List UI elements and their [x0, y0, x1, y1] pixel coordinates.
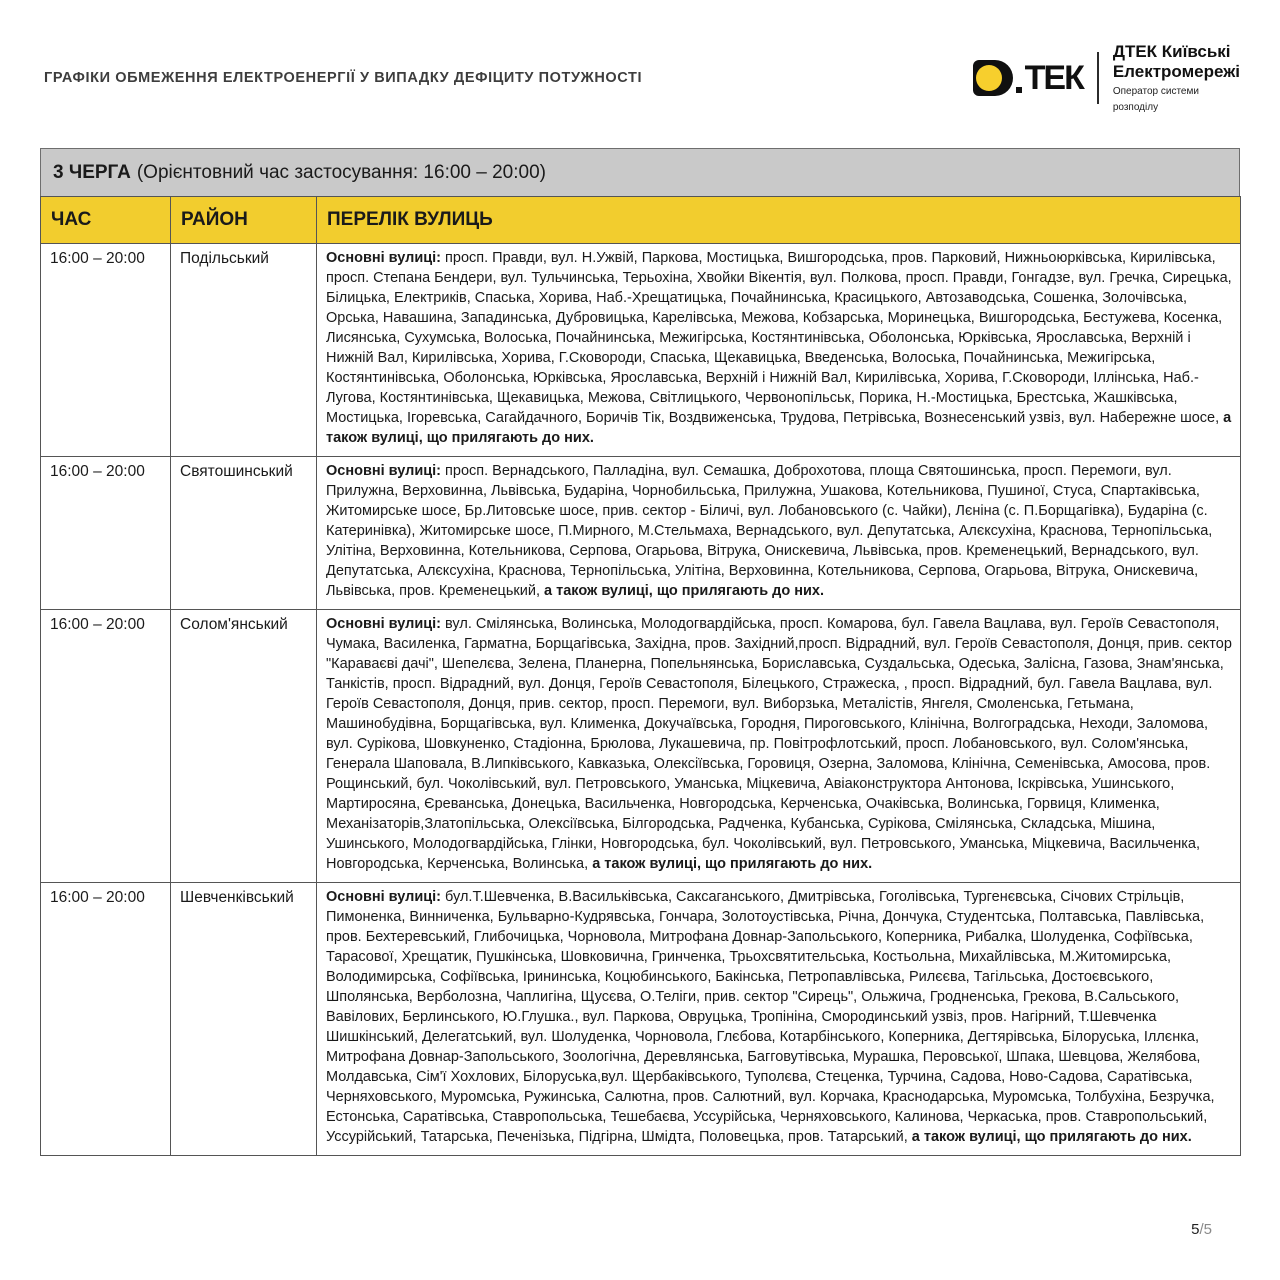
dtek-logo-mark-icon	[973, 56, 1083, 100]
streets-lead: Основні вулиці:	[326, 463, 446, 479]
logo-text	[1113, 42, 1240, 114]
operator-line2: розподілу	[1112, 102, 1159, 113]
streets-cell	[317, 883, 1241, 1156]
time-cell: 16:00 – 20:00	[41, 883, 171, 1156]
streets-cell	[317, 610, 1241, 883]
streets-suffix: а також вулиці, що прилягають до них.	[592, 856, 873, 872]
streets-lead: Основні вулиці:	[326, 250, 446, 266]
page-number	[1191, 1221, 1212, 1238]
page-header	[44, 38, 1240, 118]
dtek-tek-letters: ТЕК	[1024, 58, 1083, 98]
queue-header-bar	[40, 148, 1240, 196]
table-row	[41, 883, 1241, 1156]
time-cell: 16:00 – 20:00	[41, 244, 171, 457]
streets-suffix: а також вулиці, що прилягають до них.	[911, 1129, 1192, 1145]
queue-number-label: 3 ЧЕРГА	[53, 161, 131, 183]
logo-divider	[1097, 52, 1099, 104]
streets-lead: Основні вулиці:	[326, 616, 446, 632]
streets-list: бул.Т.Шевченка, В.Васильківська, Саксаганського, Дмитрівська, Гоголівська, Тургенєвська, Січових Стрільців, Пимоненка, Винниченка, Бульварно-Кудрявська, Гончара, Золотоустівська, Річна, Дончука, Студентська, Полтавська, Павлівська, пров. Бехтеревський, Глибочицька, Чорновола, Митрофана Довнар-Запольського, Коперника, Рибалка, Шолуденка, Софіївська, Тарасової, Хрещатик, Пушкінська, Шовковична, Гринченка, Трьохсвятительська, Костьольна, Михайлівська, М.Житомирська, Володимирська, Софіївська, Ірининська, Коцюбинського, Бакінська, Петропавлівська, Рилєєва, Тагільська, Достоєвського, Шполянська, Верболозна, Чаплигіна, Щусєва, О.Теліги, прив. сектор "Сирець", Ольжича, Гродненська, Грекова, В.Сальського, Вавілових, Берлинського, Ю.Глушка., вул. Паркова, Овруцька, Тропініна, Смородинський узвіз, пров. Нагірний, Т.Шевченка Шишкінський, Делегатський, вул. Шолуденка, Чорновола, Глєбова, Котарбінського, Коперника, Дегтярівська, Білоруська, Іллєнка, Митрофана Довнар-Запольського, Зоологічна, Деревлянська, Багговутівська, Мурашка, Перовської, Шпака, Шевцова, Желябова, Молдавська, Сім'ї Хохлових, Білоруська,вул. Щербаківського, Туполєва, Стеценка, Турчина, Садова, Ново-Садова, Саратівська, Черняховського, Муромська, Ружинська, Салютна, пров. Салютний, вул. Корчака, Краснодарська, Муромська, Толбухіна, Безручка, Естонська, Саратівська, Ставропольська, Тешебаєва, Уссурійська, Черняховського, Калинова, Черкаська, пров. Ставропольський, Уссурійський, Татарська, Печенізька, Підгірна, Шмідта, Половецька, пров. Татарський,	[326, 889, 1215, 1145]
district-cell: Шевченківський	[171, 883, 317, 1156]
column-header-streets: ПЕРЕЛІК ВУЛИЦЬ	[317, 197, 1241, 244]
dtek-dot-icon	[1016, 87, 1022, 93]
district-cell: Святошинський	[171, 457, 317, 610]
streets-list: просп. Вернадського, Палладіна, вул. Семашка, Доброхотова, площа Святошинська, просп. Перемоги, вул. Прилужна, Верховинна, Львівська, Бударіна, Чорнобильська, Прилужна, Ушакова, Котельникова, Пушиної, Стуса, Спартаківська, Житомирське шосе, Бр.Литовське шосе, прив. сектор - Біличі, вул. Лобановського (с. Чайки), Лєніна (с. П.Борщагівка), Бударіна (с. Катеринівка), Житомирське шосе, П.Мирного, М.Стельмаха, Вернадського, вул. Депутатська, Алєксухіна, Краснова, Тернопільська, Улітіна, Верховинна, Котельникова, Серпова, Огарьова, Вітрука, Онискевича, Львівська, пров. Кременецький, Вернадського, вул. Депутатська, Алєксухіна, Краснова, Тернопільська, Улітіна, Верховинна, Котельникова, Серпова, Огарьова, Вітрука, Онискевича, Львівська, пров. Кременецький,	[326, 463, 1213, 599]
company-name-line1: ДТЕК Київські	[1112, 42, 1231, 61]
dtek-logo	[973, 42, 1240, 114]
column-header-district: РАЙОН	[171, 197, 317, 244]
streets-cell	[317, 244, 1241, 457]
operator-line1: Оператор системи	[1112, 86, 1199, 97]
streets-list: просп. Правди, вул. Н.Ужвій, Паркова, Мостицька, Вишгородська, пров. Парковий, Нижньоюрківська, Кирилівська, просп. Степана Бендери, вул. Тульчинська, Терьохіна, Хвойки Вікентія, вул. Полкова, просп. Правди, Гонгадзе, вул. Гречка, Сирецька, Білицька, Електриків, Спаська, Хорива, Наб.-Хрещатицька, Почайнинська, Красицького, Автозаводська, Сошенка, Золочівська, Орська, Навашина, Западинська, Дубровицька, Карелівська, Межова, Кобзарська, Моринецька, Вишгородська, Бестужева, Косенка, Лисянська, Сухумська, Волоська, Почайнинська, Межигірська, Костянтинівська, Оболонська, Юрківська, Ярославська, Верхній і Нижній Вал, Кирилівська, Хорива, Г.Сковороди, Спаська, Щекавицька, Введенська, Волоська, Почайнинська, Межигірська, Костянтинівська, Оболонська, Юрківська, Ярославська, Верхній і Нижній Вал, Кирилівська, Хорива, Г.Сковороди, Іллінська, Наб.-Лугова, Костянтинівська, Щекавицька, Межова, Світлицького, Червонопільськ, Порика, Н.-Мостицька, Брестська, Жашківська, Мостицька, Ігоревська, Сагайдачного, Боричів Тік, Воздвиженська, Трудова, Петрівська, Вознесенський узвіз, вул. Набережне шосе,	[326, 250, 1232, 426]
streets-suffix: а також вулиці, що прилягають до них.	[326, 410, 1232, 446]
district-cell: Подільський	[171, 244, 317, 457]
document-title: ГРАФІКИ ОБМЕЖЕННЯ ЕЛЕКТРОЕНЕРГІЇ У ВИПАДКУ ДЕФІЦИТУ ПОТУЖНОСТІ	[44, 70, 643, 86]
streets-lead: Основні вулиці:	[326, 889, 446, 905]
table-row	[41, 244, 1241, 457]
district-cell: Солом'янський	[171, 610, 317, 883]
streets-suffix: а також вулиці, що прилягають до них.	[544, 583, 825, 599]
table-row	[41, 457, 1241, 610]
schedule-table	[40, 196, 1241, 1156]
dtek-d-icon	[973, 60, 1013, 96]
table-row	[41, 610, 1241, 883]
streets-cell	[317, 457, 1241, 610]
table-header-row	[41, 197, 1241, 244]
page-number-total: /5	[1199, 1221, 1212, 1238]
streets-list: вул. Смілянська, Волинська, Молодогвардійська, просп. Комарова, бул. Гавела Вацлава, вул. Героїв Севастополя, Чумака, Василенка, Гарматна, Борщагівська, Західна, пров. Західний,просп. Відрадний, вул. Героїв Севастополя, Донця, прив. сектор "Караваєві дачі", Шепелєва, Зелена, Планерна, Попельнянська, Бориславська, Суздальська, Одеська, Залісна, Газова, Знам'янська, Танкістів, просп. Відрадний, вул. Донця, Героїв Севастополя, Білецького, Стражеска, , просп. Відрадний, бул. Гавела Вацлава, вул. Героїв Севастополя, Донця, прив. сектор, просп. Перемоги, вул. Виборзька, Металістів, Янгеля, Смоленська, Гетьмана, Машинобудівна, Борщагівська, вул. Клименка, Докучаївська, Городня, Пироговського, Клінічна, Волгоградська, Неходи, Заломова, вул. Сурікова, Шовкуненко, Стадіонна, Брюлова, Лукашевича, пр. Повітрофлотський, просп. Лобановського, вул. Солом'янська, Генерала Шаповала, В.Липківського, Кавказька, Олексіївська, Горовиця, Озерна, Заломова, Клінічна, Семенівська, Амосова, пров. Рощинський, бул. Чоколівський, вул. Петровського, Уманська, Міцкевича, Авіаконструктора Антонова, Іскрівська, Ушинського, Мартиросяна, Єреванська, Донецька, Васильченка, Новгородська, Керченська, Очаківська, Волинська, Горвиця, Клименка, Механізаторів,Златопільська, Олексіївська, Білгородська, Радченка, Кубанська, Сурікова, Смілянська, Складська, Мішина, Ушинського, Молодогвардійська, Глінки, Новгородська, бул. Чоколівський, вул. Петровського, Уманська, Міцкевича, Васильченка, Новгородська, Керченська, Волинська,	[326, 616, 1232, 872]
time-cell: 16:00 – 20:00	[41, 610, 171, 883]
queue-time-note: (Орієнтовний час застосування: 16:00 – 20:00)	[136, 161, 546, 183]
column-header-time: ЧАС	[41, 197, 171, 244]
time-cell: 16:00 – 20:00	[41, 457, 171, 610]
page-number-current: 5	[1191, 1221, 1200, 1238]
company-name-line2: Електромережі	[1112, 62, 1240, 81]
